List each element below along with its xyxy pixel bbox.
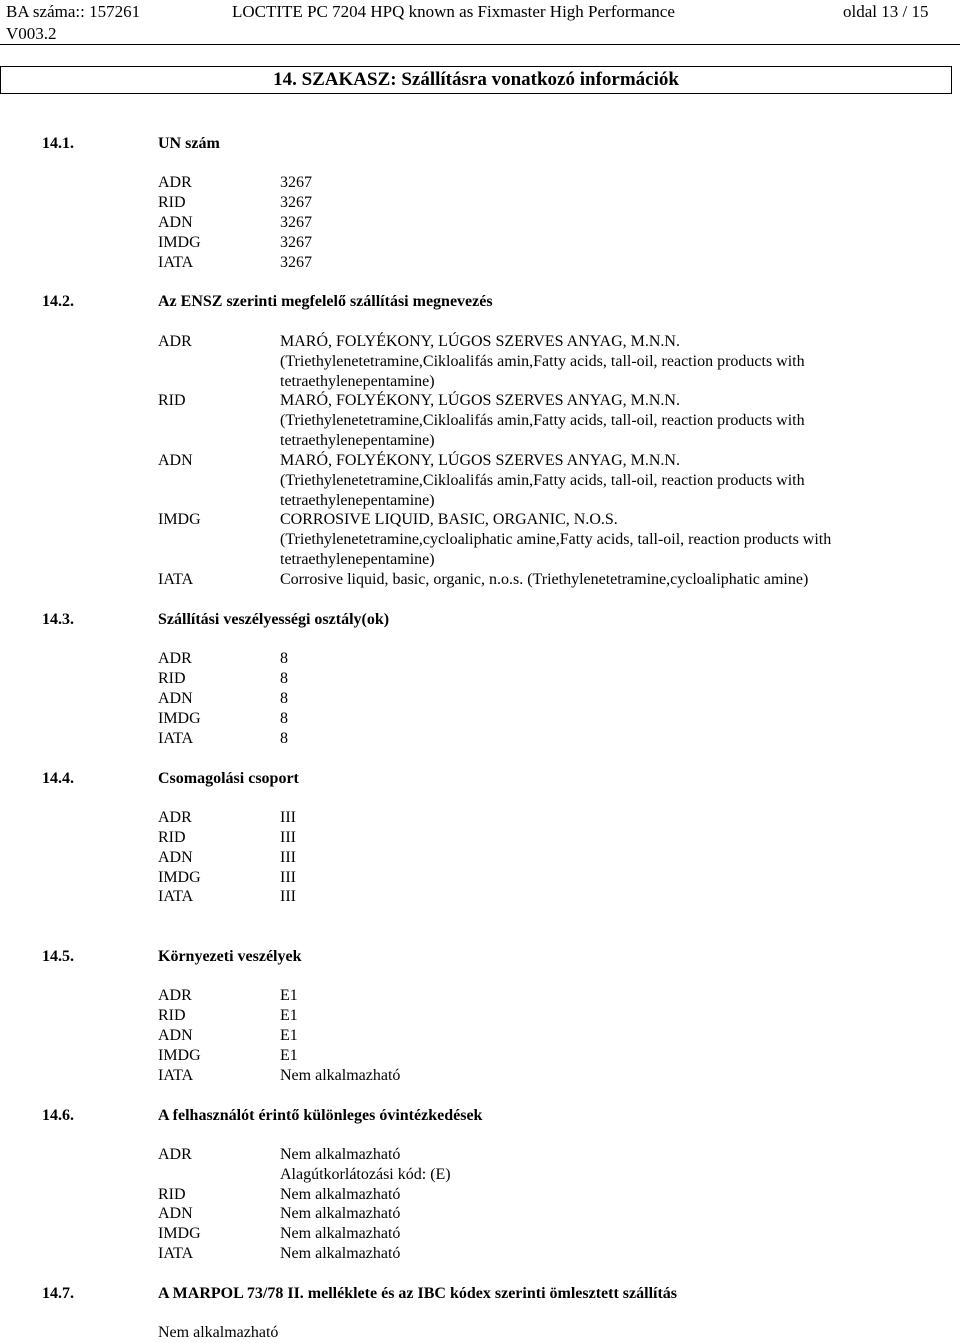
environmental-hazard-value: Nem alkalmazható (280, 1067, 401, 1084)
hazard-class-value: 8 (280, 690, 288, 707)
header-rule (0, 44, 960, 45)
product-name: LOCTITE PC 7204 HPQ known as Fixmaster High Performance (232, 2, 675, 21)
precaution-value: Nem alkalmazható (280, 1225, 401, 1242)
section-number-14-2: 14.2. (42, 293, 74, 310)
mode-label: RID (158, 829, 186, 846)
un-number-value: 3267 (280, 234, 312, 251)
tunnel-code-value: Alagútkorlátozási kód: (E) (280, 1166, 451, 1183)
mode-label: ADR (158, 1146, 192, 1163)
packing-group-value: III (280, 849, 296, 866)
shipping-name-line: (Triethylenetetramine,Cikloalifás amin,Fatty acids, tall-oil, reaction products with (280, 472, 805, 489)
environmental-hazard-value: E1 (280, 987, 298, 1004)
marpol-value: Nem alkalmazható (158, 1324, 279, 1341)
packing-group-value: III (280, 888, 296, 905)
un-number-value: 3267 (280, 194, 312, 211)
un-number-value: 3267 (280, 254, 312, 271)
shipping-name-line: Corrosive liquid, basic, organic, n.o.s. (Triethylenetetramine,cycloaliphatic amine) (280, 571, 809, 588)
section-heading-marpol-bulk: A MARPOL 73/78 II. melléklete és az IBC kódex szerinti ömlesztett szállítás (158, 1285, 678, 1302)
mode-label: IMDG (158, 1225, 201, 1242)
shipping-name-line: tetraethylenepentamine) (280, 492, 435, 509)
mode-label: IMDG (158, 710, 201, 727)
hazard-class-value: 8 (280, 710, 288, 727)
section-heading-special-precautions: A felhasználót érintő különleges óvintézkedések (158, 1107, 483, 1124)
mode-label: IMDG (158, 869, 201, 886)
shipping-name-line: tetraethylenepentamine) (280, 551, 435, 568)
packing-group-value: III (280, 809, 296, 826)
mode-label: ADN (158, 690, 193, 707)
mode-label: RID (158, 1186, 186, 1203)
shipping-name-line: MARÓ, FOLYÉKONY, LÚGOS SZERVES ANYAG, M.N.N. (280, 452, 680, 469)
section-number-14-5: 14.5. (42, 948, 74, 965)
mode-label: ADR (158, 174, 192, 191)
mode-label: RID (158, 670, 186, 687)
shipping-name-line: tetraethylenepentamine) (280, 432, 435, 449)
section-heading-shipping-name: Az ENSZ szerinti megfelelő szállítási megnevezés (158, 293, 493, 310)
section-heading-un-number: UN szám (158, 135, 220, 152)
version: V003.2 (6, 24, 57, 43)
mode-label: ADR (158, 333, 192, 350)
mode-label: ADN (158, 1027, 193, 1044)
mode-label: ADN (158, 452, 193, 469)
shipping-name-line: MARÓ, FOLYÉKONY, LÚGOS SZERVES ANYAG, M.N.N. (280, 333, 680, 350)
mode-label: IATA (158, 888, 194, 905)
section-heading-packing-group: Csomagolási csoport (158, 770, 299, 787)
mode-label: IMDG (158, 1047, 201, 1064)
precaution-value: Nem alkalmazható (280, 1146, 401, 1163)
mode-label: IATA (158, 254, 194, 271)
mode-label: ADN (158, 1205, 193, 1222)
mode-label: IMDG (158, 511, 201, 528)
ba-number: BA száma:: 157261 (6, 2, 141, 21)
shipping-name-line: CORROSIVE LIQUID, BASIC, ORGANIC, N.O.S. (280, 511, 618, 528)
hazard-class-value: 8 (280, 730, 288, 747)
mode-label: IATA (158, 730, 194, 747)
mode-label: ADN (158, 849, 193, 866)
precaution-value: Nem alkalmazható (280, 1205, 401, 1222)
environmental-hazard-value: E1 (280, 1027, 298, 1044)
precaution-value: Nem alkalmazható (280, 1186, 401, 1203)
section-title: 14. SZAKASZ: Szállításra vonatkozó információk (0, 66, 952, 94)
precaution-value: Nem alkalmazható (280, 1245, 401, 1262)
hazard-class-value: 8 (280, 650, 288, 667)
environmental-hazard-value: E1 (280, 1007, 298, 1024)
mode-label: RID (158, 194, 186, 211)
section-heading-hazard-class: Szállítási veszélyességi osztály(ok) (158, 611, 390, 628)
mode-label: RID (158, 1007, 186, 1024)
un-number-value: 3267 (280, 174, 312, 191)
shipping-name-line: MARÓ, FOLYÉKONY, LÚGOS SZERVES ANYAG, M.N.N. (280, 392, 680, 409)
shipping-name-line: (Triethylenetetramine,cycloaliphatic amine,Fatty acids, tall-oil, reaction products with (280, 531, 832, 548)
page-number: oldal 13 / 15 (843, 2, 929, 21)
packing-group-value: III (280, 829, 296, 846)
un-number-value: 3267 (280, 214, 312, 231)
mode-label: ADR (158, 809, 192, 826)
section-number-14-4: 14.4. (42, 770, 74, 787)
section-number-14-3: 14.3. (42, 611, 74, 628)
hazard-class-value: 8 (280, 670, 288, 687)
section-number-14-6: 14.6. (42, 1107, 74, 1124)
mode-label: IATA (158, 571, 194, 588)
mode-label: IATA (158, 1067, 194, 1084)
mode-label: ADN (158, 214, 193, 231)
mode-label: IATA (158, 1245, 194, 1262)
section-heading-environmental-hazards: Környezeti veszélyek (158, 948, 302, 965)
mode-label: ADR (158, 987, 192, 1004)
mode-label: RID (158, 392, 186, 409)
shipping-name-line: (Triethylenetetramine,Cikloalifás amin,Fatty acids, tall-oil, reaction products with (280, 412, 805, 429)
mode-label: IMDG (158, 234, 201, 251)
mode-label: ADR (158, 650, 192, 667)
section-number-14-1: 14.1. (42, 135, 74, 152)
environmental-hazard-value: E1 (280, 1047, 298, 1064)
section-number-14-7: 14.7. (42, 1285, 74, 1302)
shipping-name-line: (Triethylenetetramine,Cikloalifás amin,Fatty acids, tall-oil, reaction products with (280, 353, 805, 370)
packing-group-value: III (280, 869, 296, 886)
shipping-name-line: tetraethylenepentamine) (280, 373, 435, 390)
